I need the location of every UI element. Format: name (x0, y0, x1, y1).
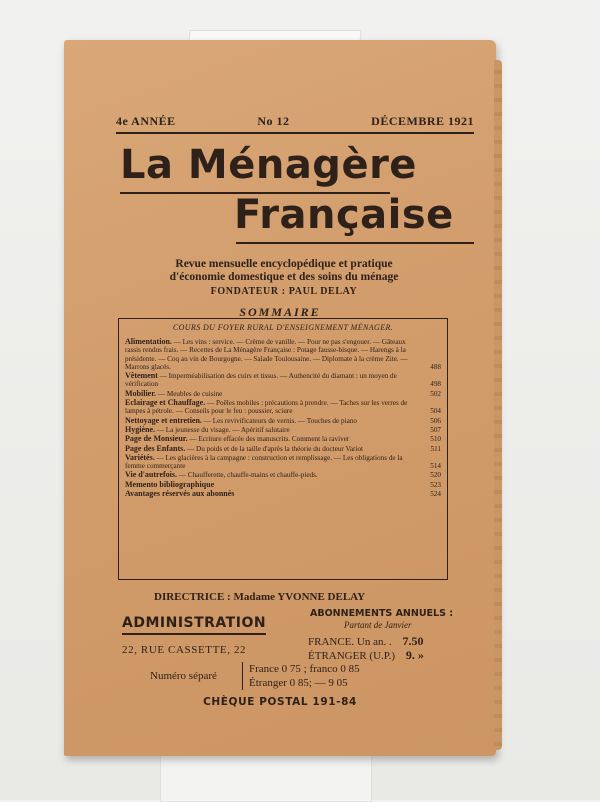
sommaire-entry (125, 399, 441, 416)
cheque-postal: CHÈQUE POSTAL 191-84 (203, 696, 357, 708)
price-etranger-label: ÉTRANGER (U.P.) (308, 650, 396, 662)
sommaire-entry-detail: — Les revivificateurs de vernis. — Touches de piano (201, 416, 357, 425)
sommaire-entry-detail: — Du poids et de la taille d'après la théorie du docteur Variot (185, 444, 364, 453)
price-france (308, 634, 423, 649)
sommaire-entry (125, 372, 441, 389)
sommaire-entry-detail: — Les glacières à la campagne : construction et remplissage. — Les obligations de la femme commerçante (125, 453, 403, 471)
sommaire-entry-heading: Vêtement (125, 371, 158, 381)
issue-date: DÉCEMBRE 1921 (371, 114, 474, 128)
sommaire-entry-heading: Mobilier. (125, 388, 157, 398)
sommaire-entry (125, 390, 441, 398)
sommaire-entry-detail: — Poêles mobiles : précautions à prendre. — Taches sur les verres de lampes à pétrole. — Conseils pour le feu : poussier, sciure (125, 399, 408, 416)
sommaire-entry-heading: Memento bibliographique (125, 479, 215, 489)
subtitle-line2: d'économie domestique et des soins du ménage (169, 271, 399, 283)
sommaire-cours: COURS DU FOYER RURAL D'ENSEIGNEMENT MÉNAGER. (172, 323, 394, 332)
header-rule (116, 132, 474, 134)
sommaire-entry-detail: — Meubles de cuisine (156, 389, 223, 398)
price-france-value: 7.50 (402, 634, 424, 648)
sommaire-entry-text (125, 390, 419, 398)
sommaire-entry (125, 445, 441, 453)
sommaire-entry (125, 435, 441, 443)
sommaire-entry-page: 507 (430, 425, 441, 434)
subtitle-line1: Revue mensuelle encyclopédique et pratique (175, 258, 393, 270)
abonnements-title: ABONNEMENTS ANNUELS : (310, 608, 454, 619)
display-stand-base (160, 752, 372, 802)
sommaire-entry-text (125, 481, 419, 489)
sommaire-entry-heading: Nettoyage et entretien. (125, 415, 202, 425)
sommaire-entry-page: 504 (430, 407, 441, 416)
sommaire-entry (125, 471, 441, 479)
sommaire-entry (125, 338, 441, 371)
sommaire-entry-text (125, 471, 419, 479)
sommaire-entry-page: 506 (430, 416, 441, 425)
sommaire-entry-text (125, 454, 419, 471)
sommaire-entry-detail: — La jeunesse du visage. — Apéritif salutaire (155, 425, 290, 434)
price-france-label: FRANCE. Un an. . (308, 636, 392, 648)
title-rule-2 (236, 242, 474, 244)
sommaire-entry-text (125, 372, 419, 389)
sommaire-entry-text (125, 426, 419, 434)
sommaire-entry-heading: Vie d'autrefois. (125, 470, 177, 480)
sommaire-entry-page: 510 (430, 435, 441, 444)
numero-separe-label: Numéro séparé (150, 670, 217, 682)
administration-address: 22, RUE CASSETTE, 22 (122, 644, 247, 656)
numero-separe-prices (242, 662, 360, 690)
sommaire-entry-page: 524 (430, 490, 441, 499)
abonnements-subtitle: Partant de Janvier (344, 620, 412, 630)
founder: FONDATEUR : PAUL DELAY (210, 286, 358, 297)
numero-separe-etranger: Étranger 0 85; — 9 05 (249, 677, 348, 689)
sommaire-entry-text (125, 445, 419, 453)
worn-page-edge (494, 60, 502, 750)
sommaire-entry-page: 523 (430, 480, 441, 489)
sommaire-entries (125, 338, 441, 498)
issue-header (116, 114, 474, 129)
magazine-title-line1: La Ménagère (120, 142, 417, 188)
sommaire-entry-page: 514 (430, 462, 441, 471)
sommaire-entry-text (125, 417, 419, 425)
magazine-cover (64, 40, 496, 756)
sommaire-entry (125, 481, 441, 489)
sommaire-entry-heading: Alimentation. (125, 337, 172, 346)
issue-year: 4e ANNÉE (116, 114, 176, 128)
magazine-title-line2: Française (234, 192, 454, 238)
sommaire-entry-heading: Page des Enfants. (125, 443, 186, 453)
sommaire-entry-heading: Eclairage et Chauffage. (125, 398, 206, 408)
sommaire-entry-page: 502 (430, 389, 441, 398)
sommaire-entry-heading: Variétés. (125, 452, 155, 462)
sommaire-entry (125, 490, 441, 498)
price-etranger (308, 648, 424, 663)
sommaire-entry-heading: Avantages réservés aux abonnés (125, 489, 235, 499)
directrice: DIRECTRICE : Madame YVONNE DELAY (154, 591, 366, 603)
sommaire-entry-detail: — Les vins : service. — Crème de vanille. — Pour ne pas s'engouer. — Gâteaux rassis rendus frais. — Recettes de La Ménagère Française : Potage fausse-bisque. — Harengs à la présidente. — Coq au vin de Bourgogne. — Salade Toulousaine. — Diplomate à la crème Zite. — Marrons glacés. (125, 338, 408, 371)
sommaire-entry-page: 511 (430, 444, 441, 453)
sommaire-entry (125, 454, 441, 471)
administration-title: ADMINISTRATION (122, 615, 266, 635)
sommaire-entry-page: 520 (430, 471, 441, 480)
sommaire-entry-heading: Hygiène. (125, 424, 155, 434)
issue-number: No 12 (257, 114, 290, 128)
sommaire-entry (125, 417, 441, 425)
sommaire-entry-detail: — Ecriture effacée des manuscrits. Comment la raviver (187, 435, 350, 444)
sommaire-entry-page: 498 (430, 380, 441, 389)
sommaire-entry (125, 426, 441, 434)
sommaire-entry-heading: Page de Monsieur. (125, 434, 188, 444)
sommaire-entry-page: 488 (430, 362, 441, 371)
sommaire-entry-text (125, 490, 419, 498)
numero-separe-france: France 0 75 ; franco 0 85 (249, 663, 360, 675)
sommaire-entry-detail: — Imperméabilisation des cuirs et tissus. — Authencité du diamant : un moyen de vérification (125, 372, 397, 389)
sommaire-box (118, 318, 448, 580)
sommaire-entry-detail: — Chaufferette, chauffe-mains et chauffe-pieds. (177, 471, 318, 480)
price-etranger-value: 9. » (405, 648, 424, 662)
sommaire-title: SOMMAIRE (239, 305, 321, 319)
sommaire-entry-text (125, 399, 419, 416)
sommaire-entry-text (125, 435, 419, 443)
sommaire-entry-text (125, 338, 419, 371)
